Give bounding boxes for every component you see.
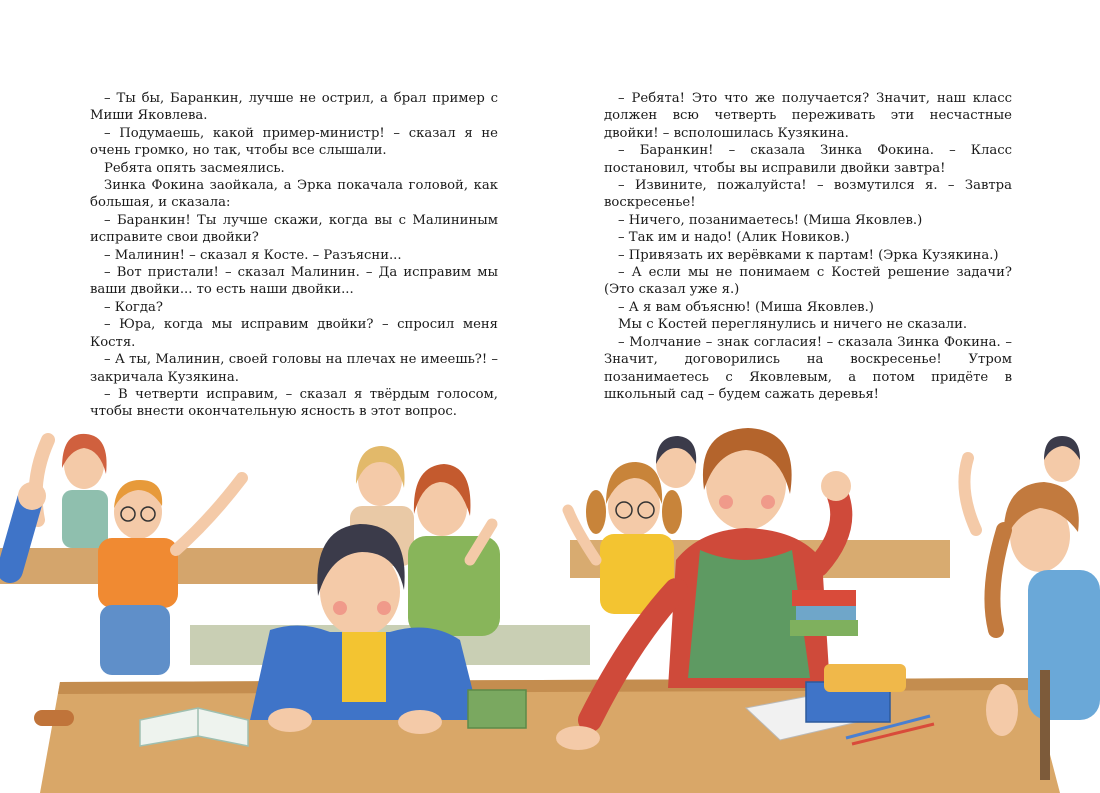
paragraph: – В четверти исправим, – сказал я твёрдым голосом, чтобы внести окончательную ясность в этот вопрос. xyxy=(90,386,498,420)
paragraph: – Баранкин! Ты лучше скажи, когда вы с Малининым исправите свои двойки? xyxy=(90,212,498,246)
cheek xyxy=(761,495,775,509)
paragraph: Ребята опять засмеялись. xyxy=(104,160,285,176)
pigtail xyxy=(662,490,682,534)
girl-body xyxy=(62,490,108,548)
waving-hand xyxy=(964,458,976,530)
hand xyxy=(268,708,312,732)
green-book-icon xyxy=(468,690,526,728)
paragraph: – Малинин! – сказал я Косте. – Разъясни... xyxy=(104,247,402,263)
paragraph: – Ты бы, Баранкин, лучше не острил, а брал пример с Миши Яковлева. xyxy=(90,91,498,124)
paragraph: – Баранкин! – сказала Зинка Фокина. – Класс постановил, чтобы вы исправили двойки завтра! xyxy=(604,143,1012,176)
book-stack-icon xyxy=(796,606,856,620)
waving-girl-ponytail xyxy=(992,530,1004,630)
classroom-illustration xyxy=(0,420,1100,793)
right-text-column xyxy=(604,90,1012,403)
paragraph: Мы с Костей переглянулись и ничего не сказали. xyxy=(618,317,968,333)
paragraph: – Ничего, позанимаетесь! (Миша Яковлев.) xyxy=(618,212,923,228)
pigtail xyxy=(586,490,606,534)
paragraph: – Извините, пожалуйста! – возмутился я. – Завтра воскресенье! xyxy=(604,178,1012,211)
hand xyxy=(398,710,442,734)
paragraph: Зинка Фокина заойкала, а Эрка покачала головой, как большая, и сказала: xyxy=(90,178,498,211)
orange-shirt xyxy=(98,538,178,608)
chair-leg xyxy=(1040,670,1050,780)
paragraph: – Юра, когда мы исправим двойки? – спросил меня Костя. xyxy=(90,317,498,350)
paragraph: – А я вам объясню! (Миша Яковлев.) xyxy=(618,299,874,315)
paragraph: – Ребята! Это что же получается? Значит, наш класс должен всю четверть переживать эти несчастные двойки! – всполошилась Кузякина. xyxy=(604,91,1012,141)
pencil-case-icon xyxy=(824,664,906,692)
paragraph: – А ты, Малинин, своей головы на плечах не имеешь?! – закричала Кузякина. xyxy=(90,352,498,385)
paragraph: – Вот пристали! – сказал Малинин. – Да исправим мы ваши двойки... то есть наши двойки... xyxy=(90,265,498,298)
waving-girl-dress xyxy=(1028,570,1100,720)
green-sweater xyxy=(408,536,500,636)
cheek xyxy=(377,601,391,615)
book-stack-icon xyxy=(790,620,858,636)
cheek xyxy=(719,495,733,509)
flexed-arm xyxy=(818,496,841,566)
paragraph: – Молчание – знак согласия! – сказала Зинка Фокина. – Значит, договорились на воскресенье! Утром позанимаетесь с Яковлевым, а потом придёте в школьный сад – будем сажать деревья! xyxy=(604,334,1012,402)
paragraph: – А если мы не понимаем с Костей решение задачи? (Это сказал уже я.) xyxy=(604,265,1012,298)
blue-jeans xyxy=(100,605,170,675)
green-vest xyxy=(688,550,810,678)
yellow-shirt xyxy=(342,632,386,702)
paragraph: – Подумаешь, какой пример-министр! – сказал я не очень громко, но так, чтобы все слышали. xyxy=(90,125,498,159)
paragraph: – Привязать их верёвками к партам! (Эрка Кузякина.) xyxy=(618,247,999,263)
paragraph: – Когда? xyxy=(104,299,163,315)
book-stack-icon xyxy=(792,590,856,606)
hand xyxy=(556,726,600,750)
orange-shoe xyxy=(34,710,74,726)
fist-icon xyxy=(821,471,851,501)
classroom-scene xyxy=(0,420,1100,793)
waving-arm xyxy=(176,478,242,550)
cheek xyxy=(333,601,347,615)
left-text-column xyxy=(90,90,498,421)
fist-icon xyxy=(18,482,46,510)
paragraph: – Так им и надо! (Алик Новиков.) xyxy=(618,230,850,246)
leg xyxy=(986,684,1018,736)
